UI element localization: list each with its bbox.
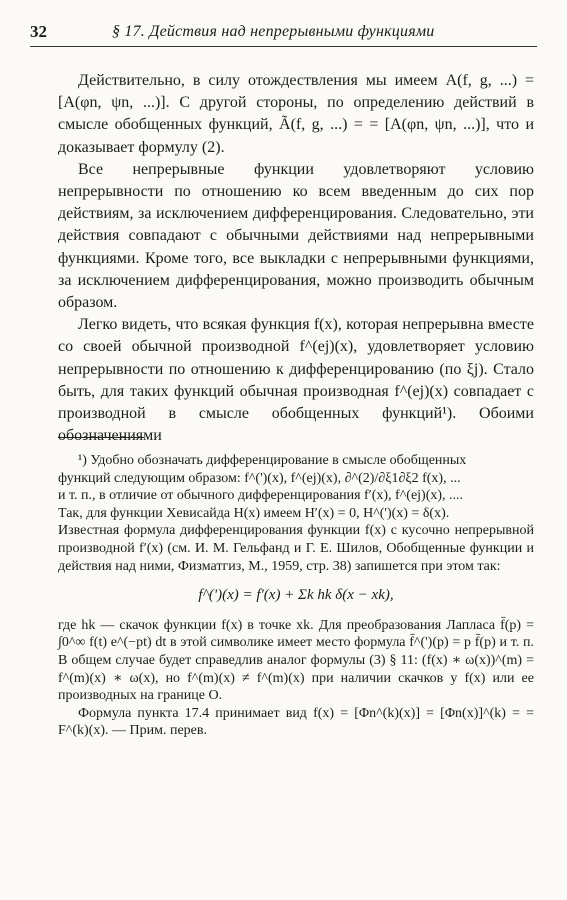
page-header — [30, 22, 537, 48]
paragraph-1: Действительно, в силу отождествления мы имеем A(f, g, ...) = [A(φn, ψn, ...)]. С другой стороны, по определению действий в смысле обобщенных функций, Ã(f, g, ...) = = [A(φn, ψn, ...)], что и доказывает формулу (2). — [58, 72, 534, 156]
footnote-line: и т. п., в отличие от обычного дифференцирования f′(x), f^(ej)(x), .... — [58, 488, 464, 504]
header-rule — [30, 46, 537, 47]
footnote — [58, 452, 534, 740]
footnote-line: где hk — скачок функции f(x) в точке xk. Для преобразования Лапласа f̄(p) = ∫0^∞ f(t) e^(−pt) dt в этой символике имеет место формула f̄^(')(p) = p f̄(p) и т. п. В общем случае будет справедлив аналог формулы (3) § 11: (f(x) ∗ ω(x))^(m) = f^(m)(x) ∗ ω(x), но f^(m)(x) ≠ f^(m)(x) при наличии скачков у f(x) или ее производных на границе O. — [58, 617, 534, 704]
footnote-line: Известная формула дифференцирования функции f(x) с кусочно непрерывной производной f′(x) (см. И. М. Гельфанд и Г. Е. Шилов, Обобщенные функции и действия над ними, Физматгиз, М., 1959, стр. 38) запишется при этом так: — [58, 523, 534, 574]
footnote-rule — [58, 437, 144, 438]
paragraph-3: Легко видеть, что всякая функция f(x), которая непрерывна вместе со своей обычной производной f^(ej)(x), удовлетворяет условию непрерывности по отношению к дифференцированию (по ξj). Стало быть, для таких функций обычная производная f^(ej)(x) совпадает с производной в смысле обобщенных функций¹). Обоими обозначениями — [58, 316, 534, 445]
jump-formula: f^(')(x) = f′(x) + Σk hk δ(x − xk), — [198, 587, 394, 604]
page-number: 32 — [30, 22, 47, 41]
footnote-line: Так, для функции Хевисайда H(x) имеем H′(x) = 0, H^(')(x) = δ(x). — [58, 505, 450, 521]
paragraph-2: Все непрерывные функции удовлетворяют условию непрерывности по отношению ко всем введенным до сих пор действиям, за исключением дифференцирования. Следовательно, эти действия совпадают с обычными действиями над непрерывными функциями. Кроме того, все выкладки с непрерывными функциями, за исключением дифференцирования, можно производить обычным образом. — [58, 160, 534, 312]
main-text — [58, 70, 534, 447]
footnote-line: функций следующим образом: f^(')(x), f^(ej)(x), ∂^(2)/∂ξ1∂ξ2 f(x), ... — [58, 470, 461, 486]
running-head: § 17. Действия над непрерывными функциями — [112, 23, 435, 40]
footnote-line: ¹) Удобно обозначать дифференцирование в смысле обобщенных — [78, 453, 467, 468]
footnote-line: Формула пункта 17.4 принимает вид f(x) = [Φn^(k)(x)] = [Φn(x)]^(k) = = F^(k)(x). — Прим. перев. — [58, 705, 534, 739]
